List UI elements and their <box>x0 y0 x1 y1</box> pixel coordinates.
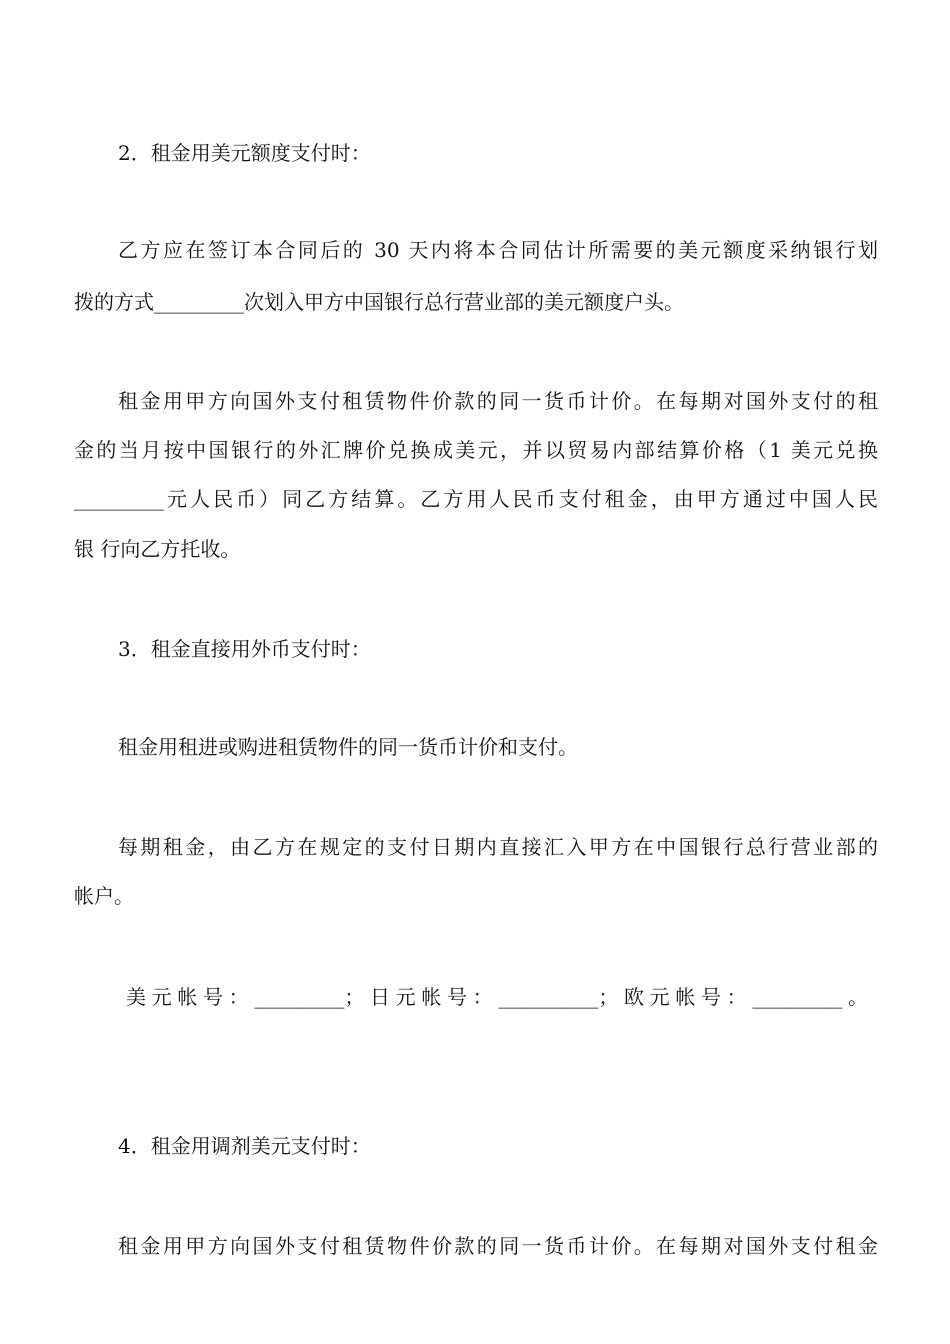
section-3-para1: 租金用租进或购进租赁物件的同一货币计价和支付。 <box>118 735 578 759</box>
section-2-para2-line4: 银 行向乙方托收。 <box>74 537 241 561</box>
section-2-para2-line1: 租金用甲方向国外支付租赁物件价款的同一货币计价。在每期对国外支付的租 <box>118 389 878 413</box>
section-3-para2-line1: 每期租金，由乙方在规定的支付日期内直接汇入甲方在中国银行总行营业部的 <box>118 835 878 859</box>
section-2-para2-line3: _________元人民币）同乙方结算。乙方用人民币支付租金，由甲方通过中国人民 <box>74 487 878 511</box>
section-2-para1-line1: 乙方应在签订本合同后的 30 天内将本合同估计所需要的美元额度采纳银行划 <box>118 238 878 262</box>
account-numbers-line: 美元帐号：_________；日元帐号：__________；欧元帐号：_________。 <box>126 985 868 1009</box>
section-2-para2-line2: 金的当月按中国银行的外汇牌价兑换成美元，并以贸易内部结算价格（1 美元兑换 <box>74 438 878 462</box>
section-4-para1-line1: 租金用甲方向国外支付租赁物件价款的同一货币计价。在每期对国外支付租金 <box>118 1234 878 1258</box>
section-3-para2-line2: 帐户。 <box>74 884 134 908</box>
section-2-para1-line2: 拨的方式_________次划入甲方中国银行总行营业部的美元额度户头。 <box>74 290 684 314</box>
section-4-heading: 4．租金用调剂美元支付时： <box>118 1134 371 1158</box>
section-3-heading: 3．租金直接用外币支付时： <box>118 637 371 661</box>
section-2-heading: 2．租金用美元额度支付时： <box>118 141 371 165</box>
